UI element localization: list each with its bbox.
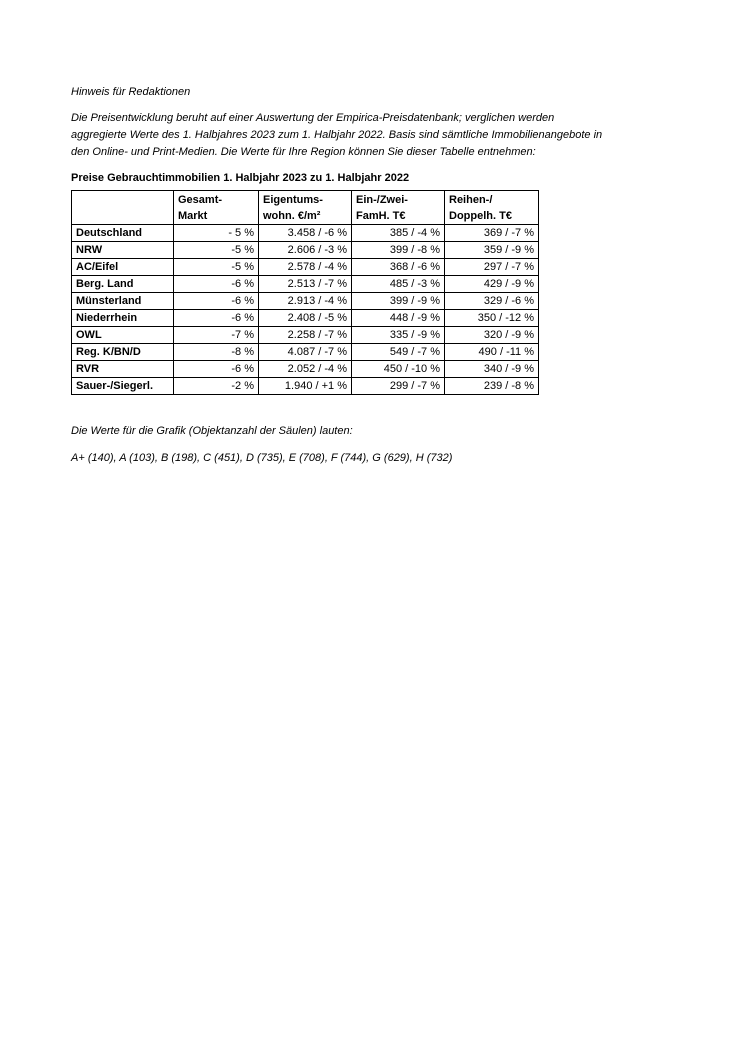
reihendoppelhaus-cell: 490 / -11 %	[445, 344, 539, 361]
einzweifamilienhaus-cell: 448 / -9 %	[352, 310, 445, 327]
region-cell: Niederrhein	[72, 310, 174, 327]
intro-line: Die Preisentwicklung beruht auf einer Auswertung der Empirica-Preisdatenbank; verglichen werden	[71, 112, 555, 124]
gesamtmarkt-cell: - 5 %	[174, 225, 259, 242]
gesamtmarkt-cell: -6 %	[174, 293, 259, 310]
eigentumswohnung-cell: 2.052 / -4 %	[259, 361, 352, 378]
intro-line: den Online- und Print-Medien. Die Werte für Ihre Region können Sie dieser Tabelle entnehmen:	[71, 146, 536, 158]
region-cell: Sauer-/Siegerl.	[72, 378, 174, 395]
eigentumswohnung-cell: 2.408 / -5 %	[259, 310, 352, 327]
price-table	[71, 190, 539, 395]
gesamtmarkt-cell: -7 %	[174, 327, 259, 344]
reihendoppelhaus-cell: 369 / -7 %	[445, 225, 539, 242]
einzweifamilienhaus-cell: 299 / -7 %	[352, 378, 445, 395]
einzweifamilienhaus-cell: 385 / -4 %	[352, 225, 445, 242]
grafik-values: A+ (140), A (103), B (198), C (451), D (735), E (708), F (744), G (629), H (732)	[71, 452, 453, 464]
reihendoppelhaus-cell: 320 / -9 %	[445, 327, 539, 344]
notice-intro	[71, 110, 681, 161]
region-cell: Münsterland	[72, 293, 174, 310]
header-eigentumswohnung: Eigentums- wohn. €/m²	[259, 191, 352, 225]
gesamtmarkt-cell: -6 %	[174, 361, 259, 378]
table-row	[72, 242, 539, 259]
eigentumswohnung-cell: 2.913 / -4 %	[259, 293, 352, 310]
table-row	[72, 344, 539, 361]
eigentumswohnung-cell: 1.940 / +1 %	[259, 378, 352, 395]
einzweifamilienhaus-cell: 399 / -9 %	[352, 293, 445, 310]
table-row	[72, 327, 539, 344]
table-row	[72, 225, 539, 242]
header-gesamtmarkt: Gesamt- Markt	[174, 191, 259, 225]
header-reihendoppelhaus: Reihen-/ Doppelh. T€	[445, 191, 539, 225]
table-row	[72, 259, 539, 276]
gesamtmarkt-cell: -2 %	[174, 378, 259, 395]
eigentumswohnung-cell: 2.258 / -7 %	[259, 327, 352, 344]
region-cell: AC/Eifel	[72, 259, 174, 276]
region-cell: Reg. K/BN/D	[72, 344, 174, 361]
table-row	[72, 310, 539, 327]
einzweifamilienhaus-cell: 549 / -7 %	[352, 344, 445, 361]
eigentumswohnung-cell: 4.087 / -7 %	[259, 344, 352, 361]
einzweifamilienhaus-cell: 368 / -6 %	[352, 259, 445, 276]
table-row	[72, 361, 539, 378]
gesamtmarkt-cell: -8 %	[174, 344, 259, 361]
gesamtmarkt-cell: -5 %	[174, 242, 259, 259]
table-row	[72, 378, 539, 395]
region-cell: Berg. Land	[72, 276, 174, 293]
gesamtmarkt-cell: -6 %	[174, 310, 259, 327]
gesamtmarkt-cell: -6 %	[174, 276, 259, 293]
intro-line: aggregierte Werte des 1. Halbjahres 2023 zum 1. Halbjahr 2022. Basis sind sämtliche Immobilienangebote in	[71, 129, 603, 141]
reihendoppelhaus-cell: 350 / -12 %	[445, 310, 539, 327]
region-cell: OWL	[72, 327, 174, 344]
eigentumswohnung-cell: 3.458 / -6 %	[259, 225, 352, 242]
einzweifamilienhaus-cell: 485 / -3 %	[352, 276, 445, 293]
reihendoppelhaus-cell: 359 / -9 %	[445, 242, 539, 259]
region-cell: NRW	[72, 242, 174, 259]
reihendoppelhaus-cell: 329 / -6 %	[445, 293, 539, 310]
table-row	[72, 276, 539, 293]
grafik-heading: Die Werte für die Grafik (Objektanzahl der Säulen) lauten:	[71, 425, 353, 437]
reihendoppelhaus-cell: 239 / -8 %	[445, 378, 539, 395]
table-row	[72, 293, 539, 310]
eigentumswohnung-cell: 2.606 / -3 %	[259, 242, 352, 259]
document-page	[71, 84, 681, 467]
table-header-row	[72, 191, 539, 225]
reihendoppelhaus-cell: 429 / -9 %	[445, 276, 539, 293]
region-cell: RVR	[72, 361, 174, 378]
region-cell: Deutschland	[72, 225, 174, 242]
einzweifamilienhaus-cell: 399 / -8 %	[352, 242, 445, 259]
eigentumswohnung-cell: 2.513 / -7 %	[259, 276, 352, 293]
header-einzweifamilienhaus: Ein-/Zwei- FamH. T€	[352, 191, 445, 225]
header-region	[72, 191, 174, 225]
reihendoppelhaus-cell: 297 / -7 %	[445, 259, 539, 276]
einzweifamilienhaus-cell: 335 / -9 %	[352, 327, 445, 344]
eigentumswohnung-cell: 2.578 / -4 %	[259, 259, 352, 276]
gesamtmarkt-cell: -5 %	[174, 259, 259, 276]
reihendoppelhaus-cell: 340 / -9 %	[445, 361, 539, 378]
notice-heading: Hinweis für Redaktionen	[71, 86, 191, 98]
einzweifamilienhaus-cell: 450 / -10 %	[352, 361, 445, 378]
table-title: Preise Gebrauchtimmobilien 1. Halbjahr 2023 zu 1. Halbjahr 2022	[71, 172, 410, 184]
